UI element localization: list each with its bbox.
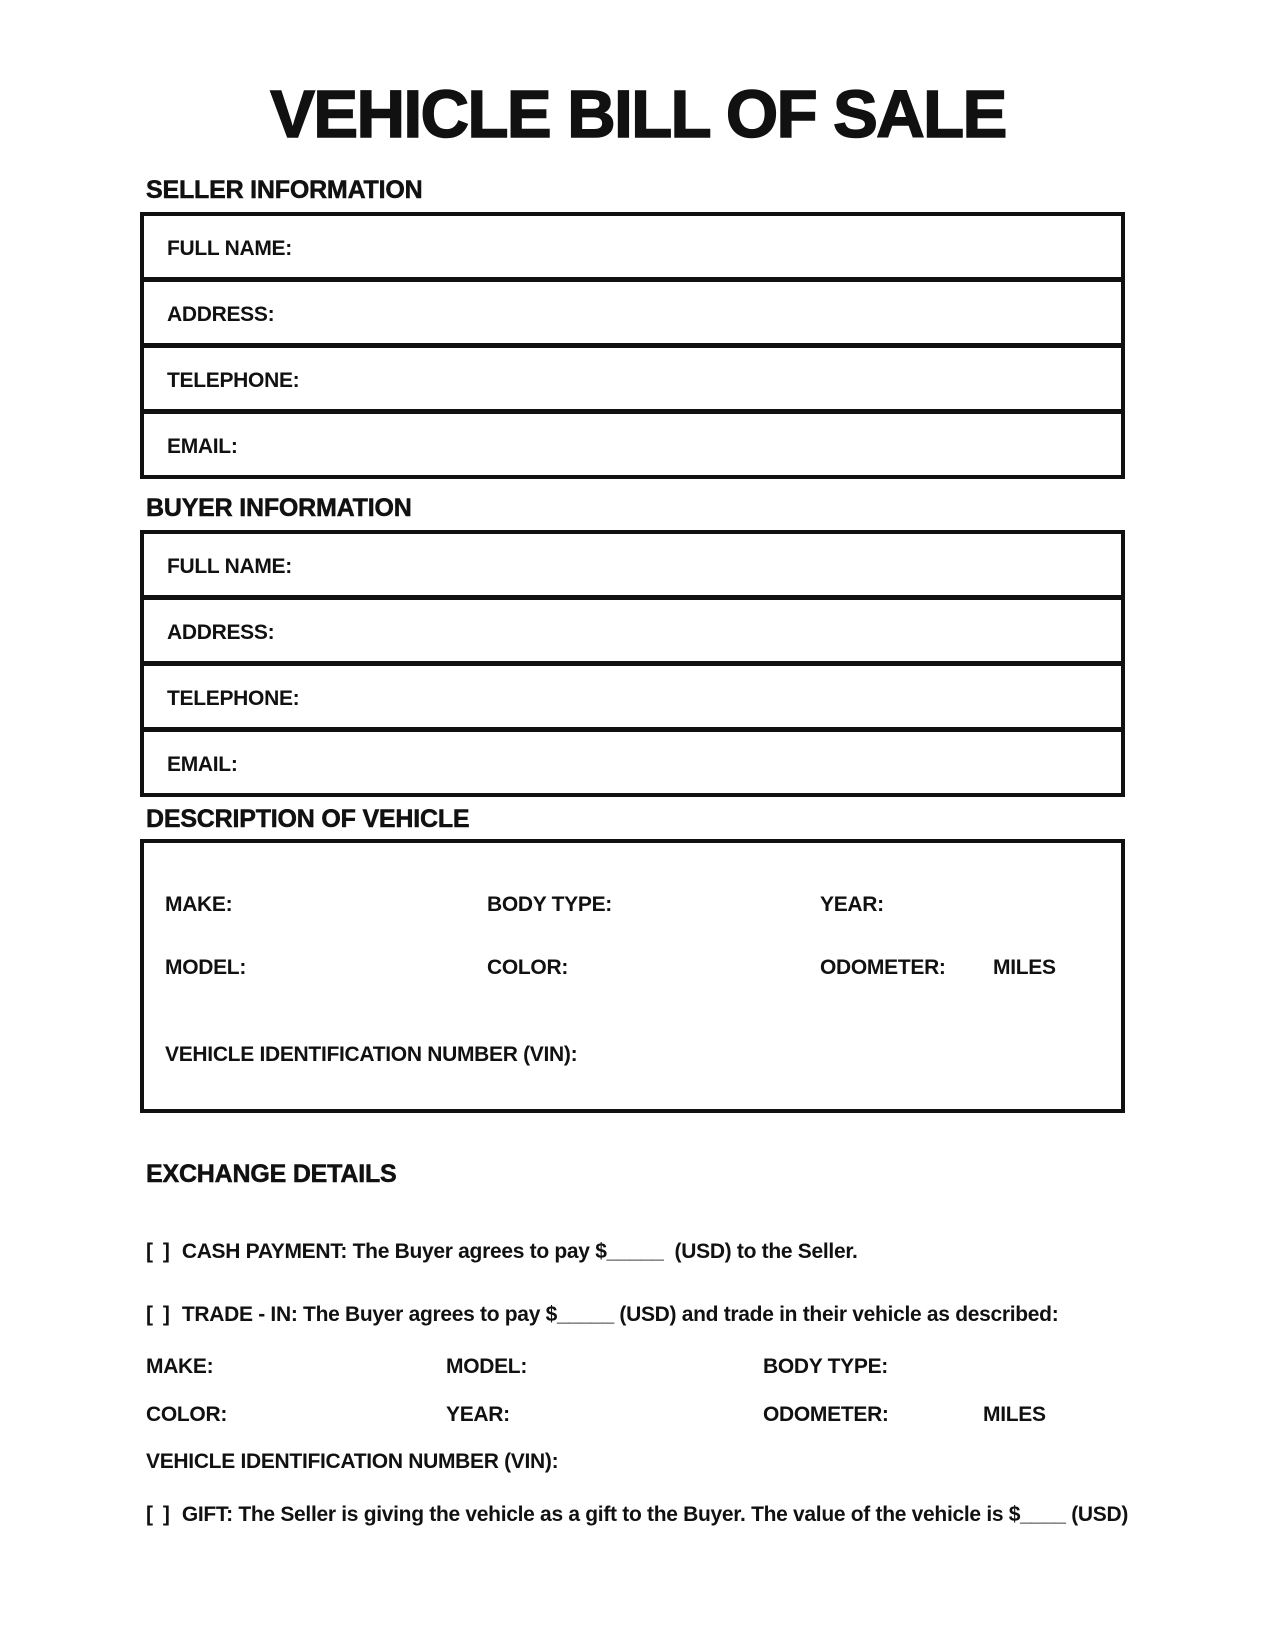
vehicle-make-label: MAKE: bbox=[165, 893, 233, 916]
vehicle-odometer-label: ODOMETER: bbox=[820, 956, 946, 979]
buyer-email-label: EMAIL: bbox=[167, 752, 238, 776]
document-title: VEHICLE BILL OF SALE bbox=[270, 77, 1006, 152]
buyer-email-field[interactable] bbox=[144, 732, 1121, 793]
buyer-section-heading: BUYER INFORMATION bbox=[146, 494, 412, 522]
seller-email-label: EMAIL: bbox=[167, 434, 238, 458]
vehicle-vin-label: VEHICLE IDENTIFICATION NUMBER (VIN): bbox=[165, 1043, 578, 1066]
gift-text: GIFT: The Seller is giving the vehicle as a gift to the Buyer. The value of the vehicle is $____ (USD) bbox=[181, 1503, 1129, 1526]
trade-vehicle-year-label: YEAR: bbox=[446, 1403, 510, 1426]
cash-payment-text: CASH PAYMENT: The Buyer agrees to pay $_____ (USD) to the Seller. bbox=[181, 1240, 858, 1263]
seller-telephone-field[interactable] bbox=[144, 348, 1121, 414]
seller-address-label: ADDRESS: bbox=[167, 302, 275, 326]
vehicle-color-label: COLOR: bbox=[487, 956, 569, 979]
seller-address-field[interactable] bbox=[144, 282, 1121, 348]
trade-vehicle-odometer-label: ODOMETER: bbox=[763, 1403, 889, 1426]
trade-vehicle-color-label: COLOR: bbox=[146, 1403, 228, 1426]
buyer-full-name-label: FULL NAME: bbox=[167, 554, 292, 578]
vehicle-model-label: MODEL: bbox=[165, 956, 247, 979]
buyer-telephone-field[interactable] bbox=[144, 666, 1121, 732]
vehicle-description-box[interactable] bbox=[140, 839, 1125, 1113]
vehicle-year-label: YEAR: bbox=[820, 893, 884, 916]
vehicle-section-heading: DESCRIPTION OF VEHICLE bbox=[146, 805, 470, 833]
seller-info-table bbox=[140, 212, 1125, 479]
trade-vehicle-body-type-label: BODY TYPE: bbox=[763, 1355, 888, 1378]
gift-option bbox=[146, 1503, 1128, 1527]
trade-vehicle-miles-label: MILES bbox=[983, 1403, 1046, 1426]
seller-email-field[interactable] bbox=[144, 414, 1121, 475]
buyer-telephone-label: TELEPHONE: bbox=[167, 686, 300, 710]
cash-payment-checkbox[interactable]: [ ] bbox=[146, 1240, 172, 1263]
trade-in-option bbox=[146, 1303, 1058, 1327]
cash-payment-option bbox=[146, 1240, 858, 1264]
exchange-section-heading: EXCHANGE DETAILS bbox=[146, 1160, 397, 1188]
seller-full-name-field[interactable] bbox=[144, 216, 1121, 282]
seller-telephone-label: TELEPHONE: bbox=[167, 368, 300, 392]
seller-full-name-label: FULL NAME: bbox=[167, 236, 292, 260]
trade-in-text: TRADE - IN: The Buyer agrees to pay $_____ (USD) and trade in their vehicle as described: bbox=[181, 1303, 1059, 1326]
trade-vehicle-vin-label: VEHICLE IDENTIFICATION NUMBER (VIN): bbox=[146, 1450, 559, 1473]
trade-vehicle-make-label: MAKE: bbox=[146, 1355, 214, 1378]
trade-in-checkbox[interactable]: [ ] bbox=[146, 1303, 172, 1326]
buyer-full-name-field[interactable] bbox=[144, 534, 1121, 600]
vehicle-miles-label: MILES bbox=[993, 956, 1056, 979]
buyer-address-field[interactable] bbox=[144, 600, 1121, 666]
buyer-info-table bbox=[140, 530, 1125, 797]
gift-checkbox[interactable]: [ ] bbox=[146, 1503, 172, 1526]
trade-vehicle-model-label: MODEL: bbox=[446, 1355, 528, 1378]
buyer-address-label: ADDRESS: bbox=[167, 620, 275, 644]
seller-section-heading: SELLER INFORMATION bbox=[146, 176, 423, 204]
vehicle-body-type-label: BODY TYPE: bbox=[487, 893, 612, 916]
